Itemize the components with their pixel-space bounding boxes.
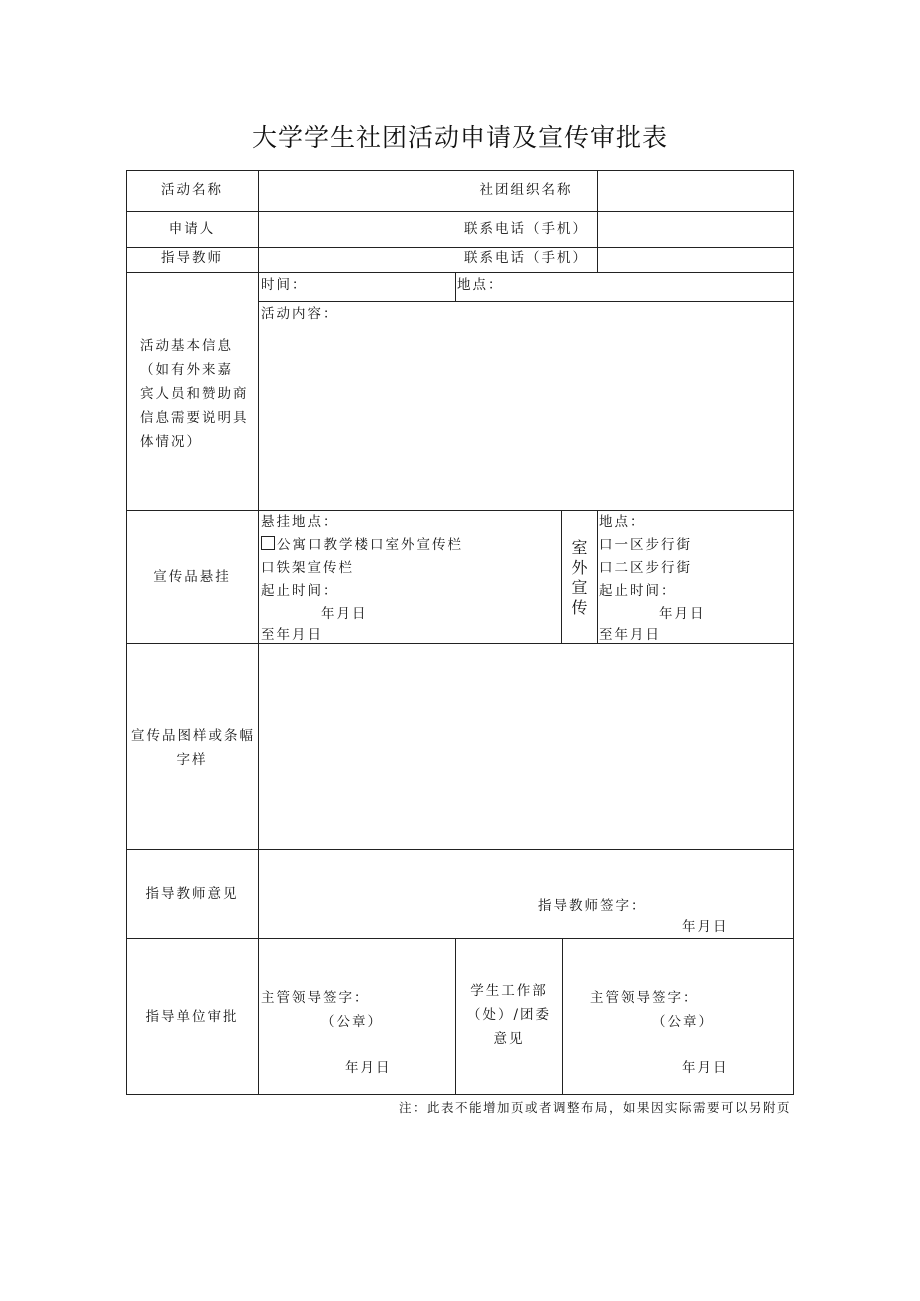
left-date: 年月日 xyxy=(345,1060,392,1076)
outdoor-label-char: 外 xyxy=(571,558,588,577)
hanging-label: 宣传品悬挂 xyxy=(153,569,231,585)
table-rule xyxy=(562,938,563,1095)
outdoor-period-label: 起止时间： xyxy=(599,583,677,599)
table-rule xyxy=(126,510,794,511)
label-activity-name: 活动名称 xyxy=(161,182,223,198)
basic-info-label-line: （如有外来嘉 xyxy=(140,362,233,378)
table-rule xyxy=(126,1094,794,1095)
label-phone-applicant: 联系电话（手机） xyxy=(464,221,588,237)
table-rule xyxy=(597,170,598,273)
org-name-field[interactable] xyxy=(599,172,792,210)
middle-opinion-line: （处）/团委 xyxy=(466,1007,552,1023)
table-rule xyxy=(126,643,794,644)
table-rule xyxy=(259,301,794,302)
footnote: 注：此表不能增加页或者调整布局，如果因实际需要可以另附页 xyxy=(398,1100,791,1115)
hanging-options-text: 公寓口教学楼口室外宣传栏 xyxy=(277,537,463,553)
table-rule xyxy=(126,170,127,1095)
left-sign-label: 主管领导签字： xyxy=(261,990,370,1006)
basic-info-label-line: 活动基本信息 xyxy=(140,338,233,354)
middle-opinion-line: 意见 xyxy=(493,1031,525,1047)
basic-info-label-line: 体情况） xyxy=(140,434,202,450)
hanging-option-line1 xyxy=(261,534,463,557)
label-applicant: 申请人 xyxy=(168,221,216,237)
outdoor-place-label: 地点： xyxy=(599,514,646,530)
table-rule xyxy=(793,170,794,1095)
activity-content-area[interactable] xyxy=(260,326,792,508)
right-sign-label: 主管领导签字： xyxy=(590,990,699,1006)
table-rule xyxy=(597,510,598,644)
outdoor-option-1: 口一区步行街 xyxy=(599,537,692,553)
outdoor-label-char: 室 xyxy=(571,538,588,557)
outdoor-option-2: 口二区步行街 xyxy=(599,560,692,576)
table-rule xyxy=(455,272,456,302)
advisor-sign-label: 指导教师签字： xyxy=(538,898,647,914)
hanging-date: 年月日 xyxy=(321,606,368,622)
basic-info-label-line: 宾人员和赞助商 xyxy=(140,386,249,402)
label-org-name: 社团组织名称 xyxy=(479,182,573,198)
table-rule xyxy=(126,849,794,850)
form-title: 大学学生社团活动申请及宣传审批表 xyxy=(251,123,668,152)
middle-opinion-line: 学生工作部 xyxy=(470,983,548,999)
outdoor-date: 年月日 xyxy=(659,606,706,622)
applicant-field[interactable] xyxy=(260,213,595,246)
approval-label: 指导单位审批 xyxy=(145,1009,239,1025)
advisor-opinion-label: 指导教师意见 xyxy=(145,886,239,902)
right-seal: （公章） xyxy=(652,1014,714,1030)
content-label: 活动内容： xyxy=(261,306,339,322)
approval-form-table xyxy=(126,170,794,1095)
applicant-phone-field[interactable] xyxy=(599,213,792,246)
checkbox[interactable] xyxy=(261,536,275,550)
table-rule xyxy=(126,272,794,273)
basic-info-label-line: 信息需要说明具 xyxy=(140,410,249,426)
label-advisor: 指导教师 xyxy=(161,250,223,266)
hanging-to-date: 至年月日 xyxy=(261,627,323,643)
outdoor-to-date: 至年月日 xyxy=(599,627,661,643)
advisor-date: 年月日 xyxy=(682,919,729,935)
table-rule xyxy=(126,211,794,212)
table-rule xyxy=(126,170,794,171)
sample-area[interactable] xyxy=(260,645,792,847)
hanging-period-label: 起止时间： xyxy=(261,583,339,599)
sample-label-line: 字样 xyxy=(176,752,208,768)
left-seal: （公章） xyxy=(321,1014,383,1030)
hanging-place-label: 悬挂地点： xyxy=(261,514,339,530)
advisor-phone-field[interactable] xyxy=(599,249,792,271)
place-label: 地点： xyxy=(457,277,504,293)
outdoor-label-char: 传 xyxy=(571,598,588,617)
outdoor-label-char: 宣 xyxy=(571,578,588,597)
activity-name-field[interactable] xyxy=(260,172,595,210)
advisor-field[interactable] xyxy=(260,249,595,271)
hanging-option-line2: 口铁架宣传栏 xyxy=(261,560,354,576)
time-label: 时间： xyxy=(261,277,308,293)
table-rule xyxy=(258,170,259,1095)
sample-label-line: 宣传品图样或条幅 xyxy=(131,728,255,744)
right-date: 年月日 xyxy=(682,1060,729,1076)
label-phone-advisor: 联系电话（手机） xyxy=(464,250,588,266)
